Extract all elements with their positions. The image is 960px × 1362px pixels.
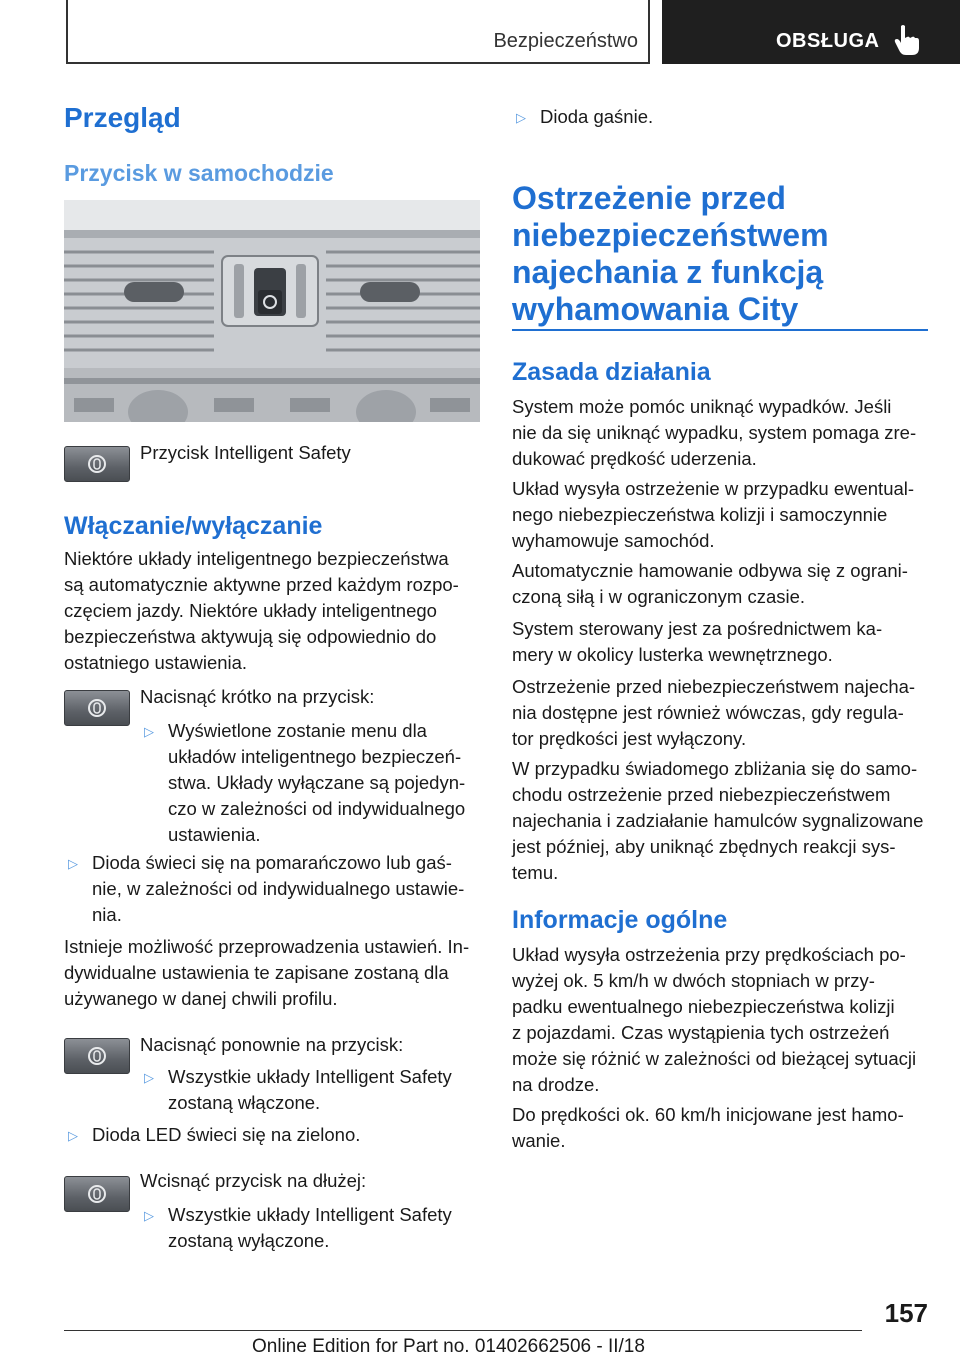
triangle-bullet-icon: ▷	[68, 856, 78, 871]
paragraph: Układ wysyła ostrzeżenia przy prędkościach po- wyżej ok. 5 km/h w dwóch stopniach w przy- padku ewentualnego niebezpieczeństwa kolizji z pojazdami. Czas wystąpienia tych ostrzeżeń może się różnić w zależności od bieżącej sytuacji na drodze.	[512, 944, 917, 1095]
header-tab-label: OBSŁUGA	[776, 30, 880, 52]
step-press-again: Nacisnąć ponownie na przycisk:	[140, 1034, 404, 1055]
header-border-left	[66, 0, 68, 64]
profile-paragraph: Istnieje możliwość przeprowadzenia ustawień. In- dywidualne ustawienia te zapisane zostaną dla używanego w danej chwili profilu.	[64, 936, 470, 1009]
pointing-hand-icon	[892, 24, 922, 56]
subsection-title: Przycisk w samochodzie	[64, 160, 334, 186]
paragraph: System może pomóc uniknąć wypadków. Jeśli nie da się uniknąć wypadku, system pomaga zre- dukować prędkość uderzenia.	[512, 396, 917, 469]
page-title: Przegląd	[64, 102, 181, 133]
triangle-bullet-icon: ▷	[516, 110, 526, 125]
photo-caption: Przycisk Intelligent Safety	[140, 442, 351, 463]
intelligent-safety-button-icon	[64, 1038, 130, 1074]
triangle-bullet-icon: ▷	[144, 724, 154, 739]
heading-rule	[512, 329, 928, 331]
intelligent-safety-button-icon	[64, 446, 130, 482]
main-section-heading: Ostrzeżenie przed niebezpieczeństwem najechania z funkcją wyhamowania City	[512, 180, 829, 327]
heading-general: Informacje ogólne	[512, 906, 728, 934]
section-heading-onoff: Włączanie/wyłączanie	[64, 512, 323, 540]
footer-rule	[64, 1330, 862, 1331]
step-long-press: Wcisnąć przycisk na dłużej:	[140, 1170, 367, 1191]
intro-paragraph: Niektóre układy inteligentnego bezpieczeństwa są automatycznie aktywne przed każdym rozpo- częciem jazdy. Niektóre układy inteligentnego bezpieczeństwa aktywują się odpowiednio do ostatniego ustawienia.	[64, 548, 459, 673]
paragraph: W przypadku świadomego zbliżania się do samo- chodu ostrzeżenie przed niebezpieczeństwem najechania i zadziałanie hamulców sygnalizowane jest później, aby uniknąć zbędnych reakcji sys- temu.	[512, 758, 924, 883]
page-number: 157	[884, 1298, 928, 1328]
paragraph: Do prędkości ok. 60 km/h inicjowane jest hamo- wanie.	[512, 1104, 904, 1151]
footer-edition: Online Edition for Part no. 01402662506 - II/18	[252, 1336, 645, 1357]
intelligent-safety-button-icon	[64, 690, 130, 726]
header-border-right	[648, 0, 650, 64]
paragraph: Automatycznie hamowanie odbywa się z ograni- czoną siłą i w ograniczonym czasie.	[512, 560, 908, 607]
triangle-bullet-icon: ▷	[144, 1208, 154, 1223]
triangle-bullet-icon: ▷	[144, 1070, 154, 1085]
car-button-photo	[64, 200, 480, 422]
triangle-bullet-icon: ▷	[68, 1128, 78, 1143]
paragraph: Układ wysyła ostrzeżenie w przypadku ewentual- nego niebezpieczeństwa kolizji i samoczynnie wyhamowuje samochód.	[512, 478, 915, 551]
paragraph: Ostrzeżenie przed niebezpieczeństwem najecha- nia dostępne jest również wówczas, gdy regula- tor prędkości jest wyłączony.	[512, 676, 916, 749]
paragraph: System sterowany jest za pośrednictwem ka- mery w okolicy lusterka wewnętrznego.	[512, 618, 883, 665]
dashboard-vents-illustration	[64, 200, 480, 422]
header-section-title: Bezpieczeństwo	[493, 30, 638, 52]
header-border-bottom	[66, 62, 650, 64]
step-short-press: Nacisnąć krótko na przycisk:	[140, 686, 375, 707]
intelligent-safety-button-icon	[64, 1176, 130, 1212]
heading-principle: Zasada działania	[512, 358, 711, 386]
